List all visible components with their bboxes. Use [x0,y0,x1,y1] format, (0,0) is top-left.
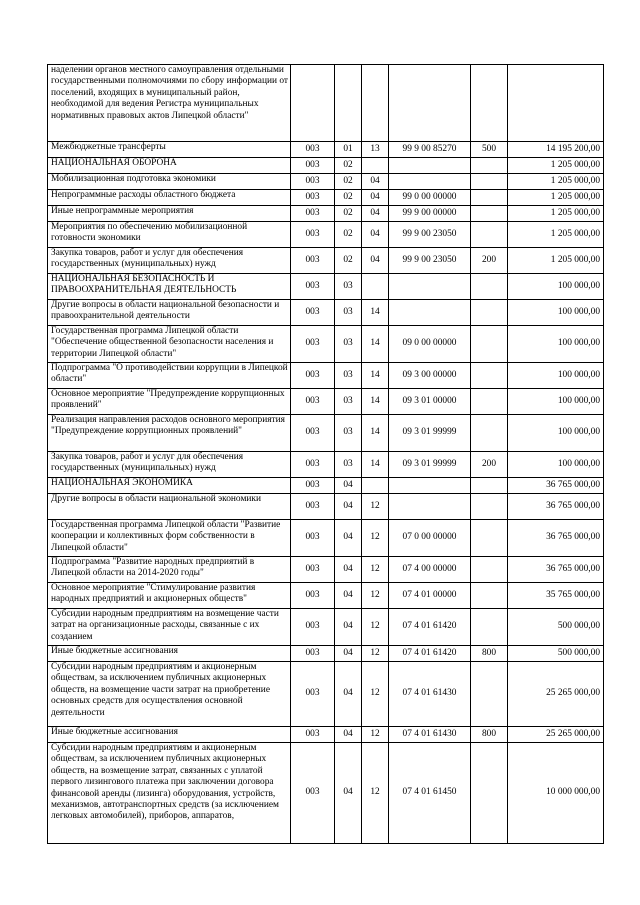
table-row [48,174,604,190]
row-subsection-code: 04 [362,248,389,274]
row-section-code: 04 [335,557,362,583]
row-section-code: 03 [335,452,362,478]
row-amount: 100 000,00 [508,274,604,300]
row-name: Иные бюджетные ассигнования [48,646,291,662]
row-ved-code [291,65,335,142]
table-row [48,557,604,583]
row-ved-code: 003 [291,300,335,326]
row-ved-code: 003 [291,557,335,583]
row-target-article: 07 0 00 00000 [389,520,471,557]
row-expense-type [471,494,508,520]
row-section-code: 01 [335,142,362,158]
row-subsection-code: 14 [362,363,389,389]
row-target-article: 99 0 00 00000 [389,190,471,206]
row-section-code: 03 [335,389,362,415]
row-name: Другие вопросы в области национальной экономики [48,494,291,520]
table-row [48,222,604,248]
row-subsection-code: 12 [362,609,389,646]
row-ved-code: 003 [291,248,335,274]
row-amount: 500 000,00 [508,609,604,646]
row-name: Закупка товаров, работ и услуг для обеспечения государственных (муниципальных) нужд [48,452,291,478]
row-target-article: 09 3 01 00000 [389,389,471,415]
row-amount: 500 000,00 [508,646,604,662]
row-section-code: 02 [335,222,362,248]
row-subsection-code [362,65,389,142]
row-target-article [389,478,471,494]
row-name: Субсидии народным предприятиям на возмещение части затрат на организационные расходы, связанные с их созданием [48,609,291,646]
row-name: НАЦИОНАЛЬНАЯ ОБОРОНА [48,158,291,174]
row-target-article: 99 9 00 23050 [389,248,471,274]
table-row [48,520,604,557]
row-amount: 100 000,00 [508,300,604,326]
row-amount: 36 765 000,00 [508,520,604,557]
row-target-article [389,274,471,300]
row-section-code: 02 [335,206,362,222]
row-ved-code: 003 [291,415,335,452]
document-page [47,64,603,844]
row-name: Иные бюджетные ассигнования [48,727,291,743]
table-row [48,583,604,609]
row-name: Межбюджетные трансферты [48,142,291,158]
row-subsection-code: 12 [362,743,389,844]
row-section-code: 04 [335,662,362,727]
row-amount: 1 205 000,00 [508,190,604,206]
row-target-article: 07 4 00 00000 [389,557,471,583]
row-name: Основное мероприятие "Предупреждение коррупционных проявлений" [48,389,291,415]
row-target-article: 99 9 00 23050 [389,222,471,248]
row-subsection-code [362,274,389,300]
row-expense-type [471,363,508,389]
table-row [48,248,604,274]
row-subsection-code: 14 [362,389,389,415]
row-expense-type: 500 [471,142,508,158]
row-name: Мероприятия по обеспечению мобилизационной готовности экономики [48,222,291,248]
row-expense-type [471,274,508,300]
table-row [48,65,604,142]
row-expense-type [471,326,508,363]
row-amount: 100 000,00 [508,326,604,363]
row-subsection-code: 12 [362,727,389,743]
budget-table-body [48,65,604,844]
row-name: Субсидии народным предприятиям и акционерным обществам, за исключением публичных акционерных обществ, на возмещение части затрат на приобретение основных средств для осуществления основной деятельности [48,662,291,727]
table-row [48,326,604,363]
row-subsection-code: 13 [362,142,389,158]
row-target-article [389,494,471,520]
row-section-code: 03 [335,326,362,363]
row-amount: 1 205 000,00 [508,206,604,222]
row-expense-type [471,583,508,609]
row-expense-type [471,557,508,583]
row-amount: 25 265 000,00 [508,662,604,727]
row-name: наделении органов местного самоуправления отдельными государственными полномочиями по сбору информации от поселений, входящих в муниципальный район, необходимой для ведения Регистра муниципальных нормативных правовых актов Липецкой области" [48,65,291,142]
table-row [48,452,604,478]
row-subsection-code: 04 [362,206,389,222]
row-section-code: 04 [335,478,362,494]
table-row [48,727,604,743]
row-expense-type: 800 [471,727,508,743]
row-section-code: 04 [335,583,362,609]
row-target-article: 07 4 01 61420 [389,609,471,646]
row-target-article [389,300,471,326]
row-ved-code: 003 [291,609,335,646]
row-section-code [335,65,362,142]
row-expense-type [471,478,508,494]
row-section-code: 04 [335,609,362,646]
row-subsection-code [362,478,389,494]
table-row [48,142,604,158]
row-section-code: 02 [335,158,362,174]
row-target-article: 07 4 01 61430 [389,727,471,743]
row-expense-type [471,158,508,174]
row-section-code: 03 [335,300,362,326]
row-name: Государственная программа Липецкой области "Обеспечение общественной безопасности населения и территории Липецкой области" [48,326,291,363]
row-subsection-code: 12 [362,557,389,583]
table-row [48,478,604,494]
table-row [48,662,604,727]
row-subsection-code: 12 [362,494,389,520]
row-ved-code: 003 [291,389,335,415]
row-expense-type [471,300,508,326]
row-name: Подпрограмма "О противодействии коррупции в Липецкой области" [48,363,291,389]
row-amount: 1 205 000,00 [508,222,604,248]
row-subsection-code: 04 [362,190,389,206]
row-expense-type [471,222,508,248]
row-subsection-code: 14 [362,415,389,452]
row-amount: 100 000,00 [508,452,604,478]
row-expense-type: 200 [471,248,508,274]
row-amount: 10 000 000,00 [508,743,604,844]
row-expense-type [471,389,508,415]
row-ved-code: 003 [291,190,335,206]
budget-table [47,64,604,844]
row-amount: 36 765 000,00 [508,494,604,520]
row-target-article: 09 3 00 00000 [389,363,471,389]
row-section-code: 03 [335,274,362,300]
row-target-article [389,158,471,174]
row-expense-type [471,65,508,142]
row-amount: 1 205 000,00 [508,248,604,274]
row-ved-code: 003 [291,206,335,222]
row-section-code: 04 [335,520,362,557]
row-ved-code: 003 [291,222,335,248]
table-row [48,389,604,415]
table-row [48,363,604,389]
row-name: Мобилизационная подготовка экономики [48,174,291,190]
row-ved-code: 003 [291,274,335,300]
row-expense-type [471,174,508,190]
row-target-article: 09 3 01 99999 [389,415,471,452]
row-expense-type [471,520,508,557]
table-row [48,609,604,646]
row-section-code: 03 [335,415,362,452]
row-ved-code: 003 [291,158,335,174]
row-amount: 1 205 000,00 [508,174,604,190]
row-ved-code: 003 [291,743,335,844]
row-expense-type [471,609,508,646]
table-row [48,206,604,222]
row-section-code: 03 [335,363,362,389]
row-name: НАЦИОНАЛЬНАЯ ЭКОНОМИКА [48,478,291,494]
row-amount: 14 195 200,00 [508,142,604,158]
row-target-article [389,174,471,190]
row-target-article: 07 4 01 61420 [389,646,471,662]
row-ved-code: 003 [291,326,335,363]
table-row [48,300,604,326]
row-expense-type [471,190,508,206]
row-name: НАЦИОНАЛЬНАЯ БЕЗОПАСНОСТЬ И ПРАВООХРАНИТЕЛЬНАЯ ДЕЯТЕЛЬНОСТЬ [48,274,291,300]
table-row [48,274,604,300]
table-row [48,743,604,844]
row-ved-code: 003 [291,142,335,158]
row-target-article: 07 4 01 61430 [389,662,471,727]
row-target-article: 09 0 00 00000 [389,326,471,363]
row-name: Реализация направления расходов основного мероприятия "Предупреждение коррупционных проявлений" [48,415,291,452]
row-section-code: 04 [335,494,362,520]
row-amount: 36 765 000,00 [508,557,604,583]
row-amount: 100 000,00 [508,363,604,389]
row-name: Подпрограмма "Развитие народных предприятий в Липецкой области на 2014-2020 годы" [48,557,291,583]
row-amount: 25 265 000,00 [508,727,604,743]
row-expense-type [471,206,508,222]
row-subsection-code: 12 [362,662,389,727]
row-amount: 35 765 000,00 [508,583,604,609]
table-row [48,190,604,206]
row-name: Непрограммные расходы областного бюджета [48,190,291,206]
row-subsection-code: 14 [362,452,389,478]
row-subsection-code: 12 [362,520,389,557]
row-subsection-code: 12 [362,646,389,662]
row-target-article: 07 4 01 00000 [389,583,471,609]
table-row [48,494,604,520]
table-row [48,646,604,662]
row-ved-code: 003 [291,174,335,190]
row-expense-type: 200 [471,452,508,478]
row-amount: 1 205 000,00 [508,158,604,174]
row-subsection-code [362,158,389,174]
row-expense-type: 800 [471,646,508,662]
row-name: Закупка товаров, работ и услуг для обеспечения государственных (муниципальных) нужд [48,248,291,274]
row-name: Субсидии народным предприятиям и акционерным обществам, за исключением публичных акционерных обществ, на возмещение затрат, связанных с уплатой первого лизингового платежа при заключении договора финансовой аренды (лизинга) оборудования, устройств, механизмов, автотранспортных средств (за исключением легковых автомобилей), приборов, аппаратов, [48,743,291,844]
row-section-code: 02 [335,174,362,190]
row-subsection-code: 04 [362,222,389,248]
row-expense-type [471,662,508,727]
row-ved-code: 003 [291,662,335,727]
row-ved-code: 003 [291,520,335,557]
row-expense-type [471,415,508,452]
row-section-code: 02 [335,248,362,274]
row-ved-code: 003 [291,452,335,478]
row-ved-code: 003 [291,727,335,743]
row-name: Другие вопросы в области национальной безопасности и правоохранительной деятельности [48,300,291,326]
row-amount: 100 000,00 [508,389,604,415]
row-name: Иные непрограммные мероприятия [48,206,291,222]
row-target-article [389,65,471,142]
row-subsection-code: 14 [362,300,389,326]
row-section-code: 04 [335,727,362,743]
table-row [48,158,604,174]
row-ved-code: 003 [291,363,335,389]
row-ved-code: 003 [291,478,335,494]
row-target-article: 07 4 01 61450 [389,743,471,844]
row-ved-code: 003 [291,646,335,662]
row-section-code: 04 [335,646,362,662]
row-amount: 100 000,00 [508,415,604,452]
row-ved-code: 003 [291,494,335,520]
row-target-article: 09 3 01 99999 [389,452,471,478]
row-subsection-code: 04 [362,174,389,190]
table-row [48,415,604,452]
row-section-code: 02 [335,190,362,206]
row-subsection-code: 12 [362,583,389,609]
row-ved-code: 003 [291,583,335,609]
row-name: Основное мероприятие "Стимулирование развития народных предприятий и акционерных обществ" [48,583,291,609]
row-section-code: 04 [335,743,362,844]
row-target-article: 99 9 00 00000 [389,206,471,222]
row-subsection-code: 14 [362,326,389,363]
row-expense-type [471,743,508,844]
row-name: Государственная программа Липецкой области "Развитие кооперации и коллективных форм собственности в Липецкой области" [48,520,291,557]
row-amount: 36 765 000,00 [508,478,604,494]
row-amount [508,65,604,142]
row-target-article: 99 9 00 85270 [389,142,471,158]
